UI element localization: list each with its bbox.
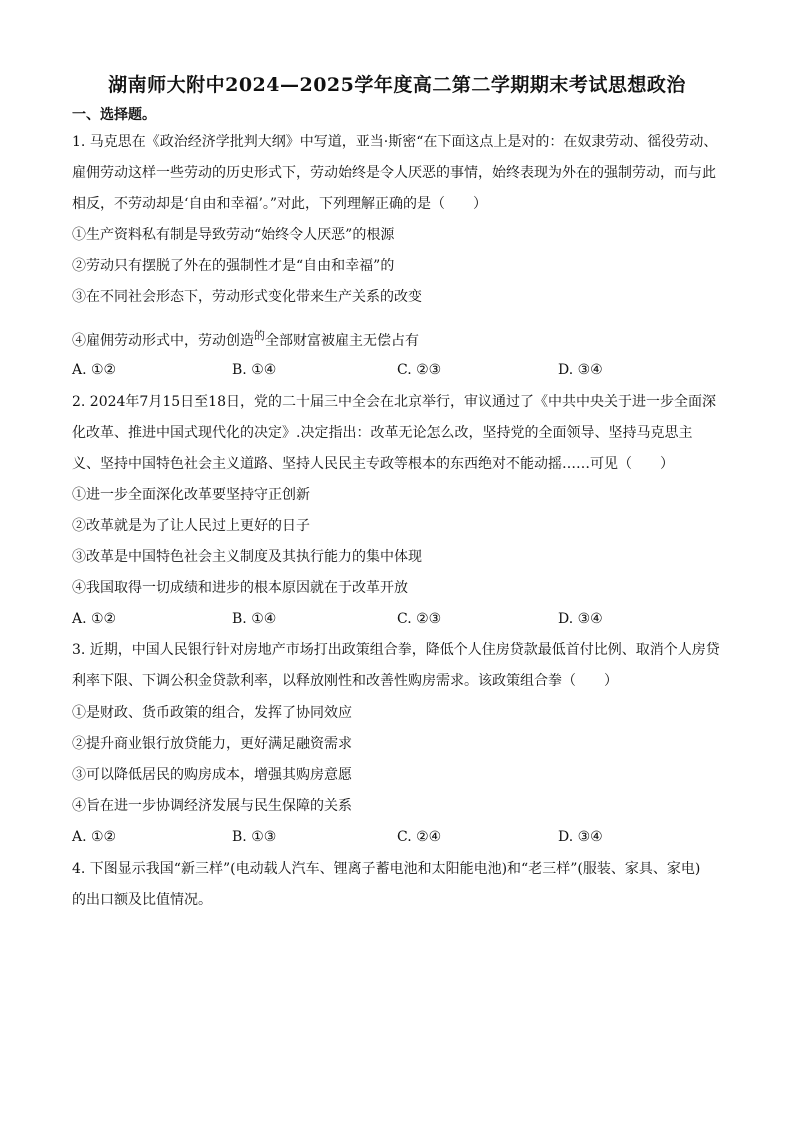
q1-statement-2: ②劳动只有摆脱了外在的强制性才是“自由和幸福”的 [72,258,395,274]
q3-stem-line-1: 3. 近期，中国人民银行针对房地产市场打出政策组合拳，降低个人住房贷款最低首付比例、取消个人房贷 [72,642,720,658]
q3-option-d: D. ③④ [558,829,603,845]
q2-stem-line-1: 2. 2024年7月15日至18日，党的二十届三中全会在北京举行，审议通过了《中共中央关于进一步全面深 [72,394,716,410]
q2-statement-4: ④我国取得一切成绩和进步的根本原因就在于改革开放 [72,580,408,596]
q3-statement-1: ①是财政、货币政策的组合，发挥了协同效应 [72,705,352,721]
q2-stem-line-3: 义、坚持中国特色社会主义道路、坚持人民民主专政等根本的东西绝对不能动摇……可见（ ） [72,456,674,472]
q3-option-c: C. ②④ [397,829,442,845]
q3-statement-4: ④旨在进一步协调经济发展与民生保障的关系 [72,798,352,814]
q1-option-b: B. ①④ [232,362,277,378]
q3-stem-line-2: 利率下限、下调公积金贷款利率，以释放刚性和改善性购房需求。该政策组合拳（ ） [72,673,618,689]
section-heading: 一、选择题。 [72,107,156,123]
q3-statement-2: ②提升商业银行放贷能力，更好满足融资需求 [72,736,352,752]
q2-option-d: D. ③④ [558,611,603,627]
q1-option-d: D. ③④ [558,362,603,378]
q2-statement-2: ②改革就是为了让人民过上更好的日子 [72,518,310,534]
q1-statement-3: ③在不同社会形态下，劳动形式变化带来生产关系的改变 [72,289,422,305]
q2-option-a: A. ①② [72,611,117,627]
q2-statement-3: ③改革是中国特色社会主义制度及其执行能力的集中体现 [72,549,422,565]
q1-statement-4-post: 全部财富被雇主无偿占有 [265,333,419,349]
q1-stem-line-1: 1. 马克思在《政治经济学批判大纲》中写道，亚当·斯密“在下面这点上是对的：在奴隶劳动、徭役劳动、 [72,134,718,150]
q2-option-b: B. ①④ [232,611,277,627]
q1-statement-4-sup: 的 [254,329,265,342]
q3-option-a: A. ①② [72,829,117,845]
q1-option-a: A. ①② [72,362,117,378]
q3-statement-3: ③可以降低居民的购房成本，增强其购房意愿 [72,767,352,783]
q1-stem-line-3: 相反，不劳动却是‘自由和幸福’。”对此，下列理解正确的是（ ） [72,196,488,212]
q1-statement-1: ①生产资料私有制是导致劳动“始终令人厌恶”的根源 [72,227,395,243]
q2-stem-line-2: 化改革、推进中国式现代化的决定》.决定指出：改革无论怎么改，坚持党的全面领导、坚持马克思主 [72,425,693,441]
exam-title: 湖南师大附中2024—2025学年度高二第二学期期末考试思想政治 [108,74,686,96]
q1-statement-4 [72,326,419,351]
q2-statement-1: ①进一步全面深化改革要坚持守正创新 [72,487,310,503]
q1-option-c: C. ②③ [397,362,442,378]
q3-option-b: B. ①③ [232,829,277,845]
q2-option-c: C. ②③ [397,611,442,627]
q4-stem-line-2: 的出口额及比值情况。 [72,892,212,908]
q1-statement-4-pre: ④雇佣劳动形式中，劳动创造 [72,333,254,349]
q4-stem-line-1: 4. 下图显示我国“新三样”(电动载人汽车、锂离子蓄电池和太阳能电池)和“老三样”(服装、家具、家电) [72,861,701,877]
q1-stem-line-2: 雇佣劳动这样一些劳动的历史形式下，劳动始终是令人厌恶的事情，始终表现为外在的强制劳动，而与此 [72,165,716,181]
